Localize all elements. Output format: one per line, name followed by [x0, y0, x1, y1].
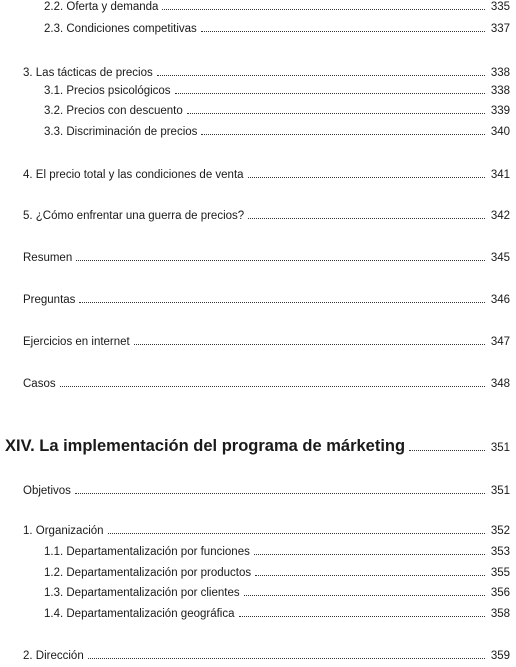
dot-leader: [248, 217, 485, 219]
toc-entry-label: 5. ¿Cómo enfrentar una guerra de precios?: [23, 210, 245, 222]
dot-leader: [108, 532, 485, 534]
toc-entry-label: 2. Dirección: [23, 650, 84, 662]
toc-entry: [23, 66, 510, 80]
toc-entry-label: 1.1. Departamentalización por funciones: [44, 546, 250, 558]
dot-leader: [254, 553, 485, 555]
dot-leader: [157, 74, 485, 76]
chapter-title: XIV. La implementación del programa de márketing: [5, 437, 406, 455]
toc-entry-label: 4. El precio total y las condiciones de venta: [23, 169, 244, 181]
toc-entry: [23, 649, 510, 663]
toc-entry-page: 338: [490, 85, 510, 97]
toc-entry: [44, 545, 510, 559]
dot-leader: [75, 492, 485, 494]
toc-entry: [44, 0, 510, 14]
toc-entry-label: 3. Las tácticas de precios: [23, 67, 153, 79]
toc-entry-page: 347: [490, 336, 510, 348]
toc-entry-label: 2.2. Oferta y demanda: [44, 1, 159, 13]
toc-entry-label: 3.3. Discriminación de precios: [44, 126, 198, 138]
toc-entry-page: 339: [490, 105, 510, 117]
dot-leader: [255, 574, 485, 576]
toc-entry-page: 359: [490, 650, 510, 662]
chapter-heading: [5, 436, 510, 458]
toc-entry: [44, 607, 510, 621]
toc-entry: [23, 209, 510, 223]
dot-leader: [187, 112, 485, 114]
toc-entry-page: 356: [490, 587, 510, 599]
toc-entry: [44, 104, 510, 118]
dot-leader: [201, 30, 485, 32]
toc-entry-page: 351: [490, 485, 510, 497]
toc-entry-label: 3.1. Precios psicológicos: [44, 85, 171, 97]
toc-entry-page: 358: [490, 608, 510, 620]
toc-entry: [23, 168, 510, 182]
toc-entry-label: 1. Organización: [23, 525, 104, 537]
toc-entry: [44, 586, 510, 600]
toc-entry-page: 335: [490, 1, 510, 13]
toc-entry-page: 348: [490, 378, 510, 390]
toc-entry-label: 1.4. Departamentalización geográfica: [44, 608, 235, 620]
toc-entry: [44, 566, 510, 580]
toc-entry: [23, 293, 510, 307]
toc-entry-page: 342: [490, 210, 510, 222]
dot-leader: [60, 385, 485, 387]
dot-leader: [79, 301, 485, 303]
dot-leader: [248, 176, 485, 178]
toc-entry-label: Preguntas: [23, 294, 76, 306]
toc-entry-page: 341: [490, 169, 510, 181]
dot-leader: [88, 657, 485, 659]
toc-entry-label: 2.3. Condiciones competitivas: [44, 23, 197, 35]
toc-entry-page: 346: [490, 294, 510, 306]
dot-leader: [244, 594, 485, 596]
toc-entry-label: Objetivos: [23, 485, 71, 497]
toc-entry-page: 353: [490, 546, 510, 558]
toc-entry-label: 1.3. Departamentalización por clientes: [44, 587, 240, 599]
dot-leader: [239, 615, 485, 617]
toc-entry: [44, 84, 510, 98]
toc-entry: [23, 377, 510, 391]
toc-entry: [23, 524, 510, 538]
dot-leader: [76, 259, 485, 261]
toc-entry-page: 355: [490, 567, 510, 579]
chapter-page: 351: [490, 442, 510, 454]
toc-entry: [44, 22, 510, 36]
toc-entry: [23, 335, 510, 349]
dot-leader: [409, 449, 485, 451]
toc-entry: [23, 251, 510, 265]
toc-entry: [23, 484, 510, 498]
toc-entry-label: 3.2. Precios con descuento: [44, 105, 183, 117]
toc-entry-label: Casos: [23, 378, 56, 390]
toc-entry-page: 338: [490, 67, 510, 79]
toc-entry-label: Resumen: [23, 252, 73, 264]
toc-entry-label: 1.2. Departamentalización por productos: [44, 567, 252, 579]
dot-leader: [201, 133, 485, 135]
toc-entry-label: Ejercicios en internet: [23, 336, 130, 348]
dot-leader: [162, 8, 485, 10]
toc-entry-page: 340: [490, 126, 510, 138]
dot-leader: [175, 92, 485, 94]
toc-entry-page: 345: [490, 252, 510, 264]
toc-entry-page: 337: [490, 23, 510, 35]
dot-leader: [134, 343, 485, 345]
toc-entry-page: 352: [490, 525, 510, 537]
toc-entry: [44, 125, 510, 139]
